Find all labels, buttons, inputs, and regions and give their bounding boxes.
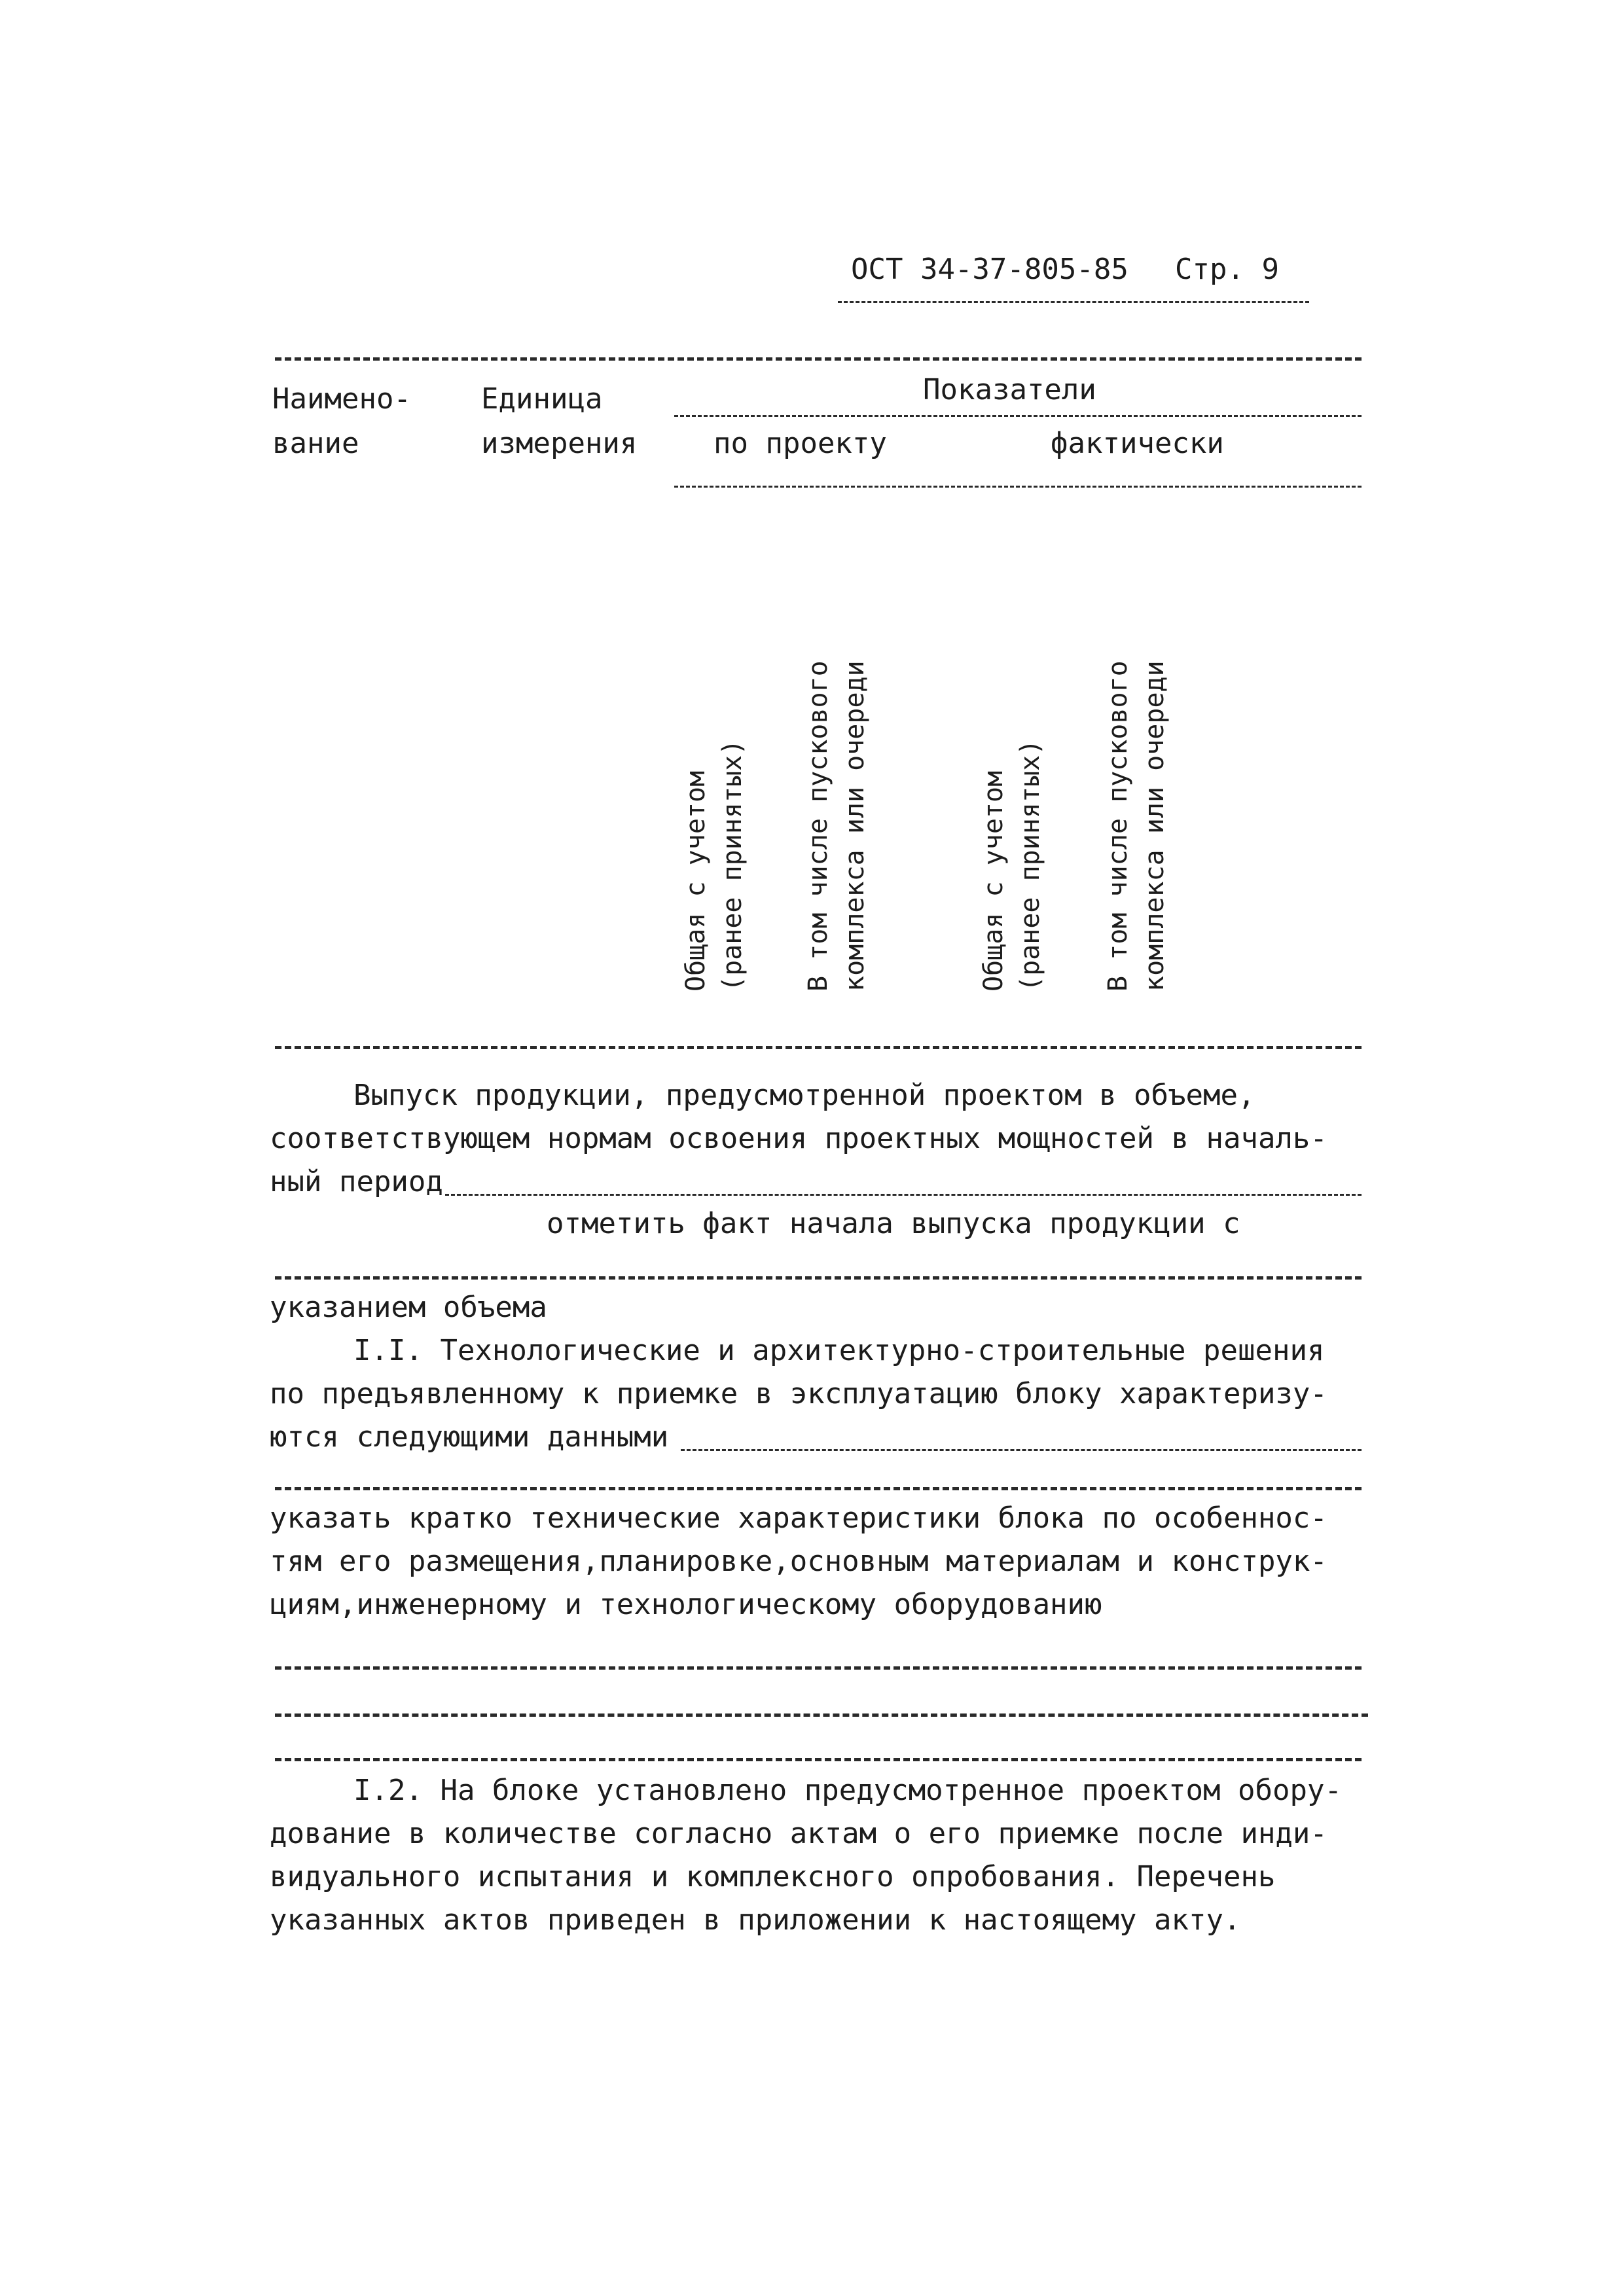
subheader-actual: фактически bbox=[1051, 427, 1224, 460]
column-unit-header-line2: измерения bbox=[481, 427, 638, 460]
hint2-line1: указать кратко технические характеристики блока по особеннос- bbox=[270, 1501, 1327, 1535]
group-header-rule bbox=[674, 415, 1362, 417]
para2-line2: по предъявленному к приемке в эксплуатацию блоку характеризу- bbox=[270, 1377, 1327, 1410]
vertical-header-1-line1: Общая с учетом bbox=[681, 770, 711, 992]
hint2-line3: циям,инженерному и технологическому оборудованию bbox=[270, 1588, 1102, 1621]
hint2-line2: тям его размещения,планировке,основным материалам и конструк- bbox=[270, 1545, 1327, 1578]
fill-in-line-4 bbox=[275, 1487, 1362, 1490]
para3-line4: указанных актов приведен в приложении к настоящему акту. bbox=[270, 1903, 1241, 1937]
fill-in-line-1 bbox=[445, 1194, 1362, 1196]
header-underline bbox=[838, 301, 1309, 303]
para2-line3: ются следующими данными bbox=[270, 1420, 669, 1454]
fill-in-line-3 bbox=[681, 1449, 1362, 1451]
vertical-header-2-line1: В том числе пускового bbox=[803, 660, 833, 992]
vertical-header-4-line2: комплекса или очереди bbox=[1140, 660, 1170, 992]
hint1-line2: указанием объема bbox=[270, 1291, 547, 1324]
vertical-header-2 bbox=[800, 660, 873, 992]
vertical-header-1-line2: (ранее принятых) bbox=[717, 739, 748, 992]
para2-line1: I.I. Технологические и архитектурно-строительные решения bbox=[353, 1334, 1325, 1367]
column-name-header-line1: Наимено- bbox=[272, 382, 411, 416]
vertical-header-4-line1: В том числе пускового bbox=[1103, 660, 1133, 992]
vertical-header-2-line2: комплекса или очереди bbox=[840, 660, 870, 992]
column-name-header-line2: вание bbox=[272, 427, 359, 460]
vertical-header-4 bbox=[1100, 660, 1173, 992]
vertical-header-1 bbox=[677, 740, 751, 992]
fill-in-line-7 bbox=[275, 1758, 1362, 1761]
vertical-header-3 bbox=[975, 740, 1049, 992]
para3-line2: дование в количестве согласно актам о его приемке после инди- bbox=[270, 1817, 1327, 1850]
column-unit-header-line1: Единица bbox=[481, 382, 603, 416]
subheader-rule bbox=[674, 486, 1362, 488]
para1-line3: ный период bbox=[270, 1165, 443, 1198]
fill-in-line-6 bbox=[275, 1713, 1368, 1717]
hint1-line1: отметить факт начала выпуска продукции с bbox=[547, 1207, 1240, 1240]
para3-line1: I.2. На блоке установлено предусмотренное проектом обору- bbox=[353, 1774, 1342, 1807]
document-code: ОСТ 34-37-805-85 bbox=[851, 253, 1128, 286]
page-number: Стр. 9 bbox=[1175, 253, 1279, 286]
table-top-rule bbox=[275, 357, 1362, 361]
para1-line1: Выпуск продукции, предусмотренной проектом в объеме, bbox=[353, 1079, 1255, 1112]
para1-line2: соответствующем нормам освоения проектных мощностей в началь- bbox=[270, 1122, 1327, 1155]
fill-in-line-2 bbox=[275, 1276, 1362, 1280]
fill-in-line-5 bbox=[275, 1666, 1362, 1670]
vertical-header-3-line1: Общая с учетом bbox=[979, 770, 1009, 992]
table-bottom-rule bbox=[275, 1046, 1362, 1049]
indicators-group-header: Показатели bbox=[923, 373, 1096, 406]
para3-line3: видуального испытания и комплексного опробования. Перечень bbox=[270, 1860, 1276, 1893]
subheader-project: по проекту bbox=[713, 427, 887, 460]
vertical-header-3-line2: (ранее принятых) bbox=[1015, 739, 1045, 992]
